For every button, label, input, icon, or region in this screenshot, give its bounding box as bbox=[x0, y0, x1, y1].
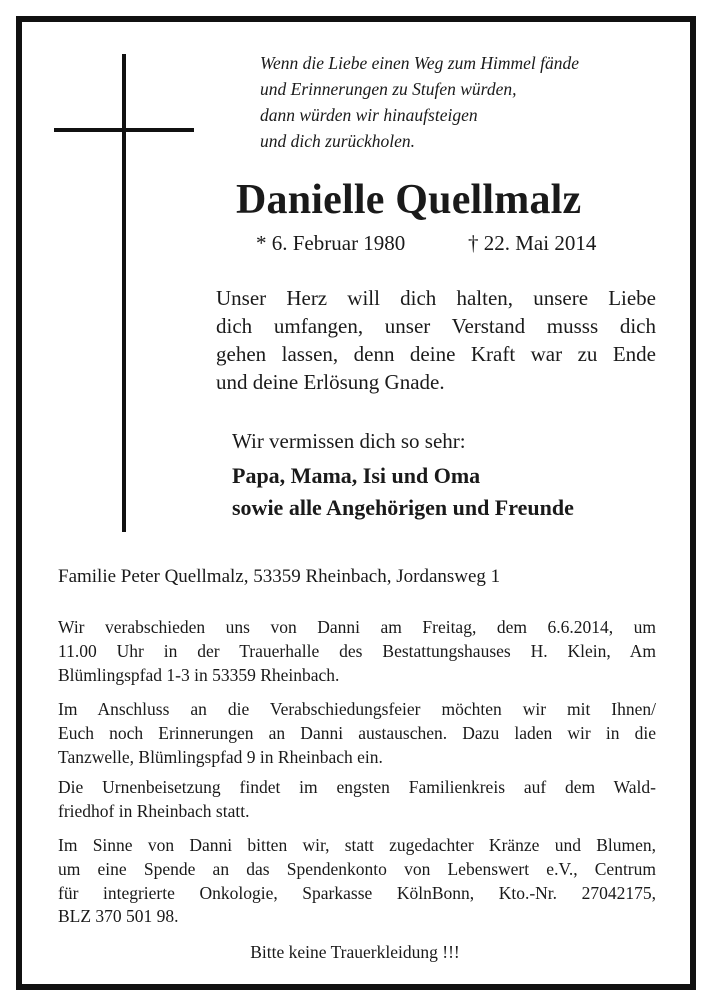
mourners-list bbox=[232, 460, 574, 524]
notice-line: um eine Spende an das Spendenkonto von Lebenswert e.V., Centrum bbox=[58, 858, 656, 879]
quote-line: Unser Herz will dich halten, unsere Liebe bbox=[216, 286, 656, 310]
quote-line: und deine Erlösung Gnade. bbox=[216, 370, 445, 394]
quote-line: dich umfangen, unser Verstand musss dich bbox=[216, 314, 656, 338]
death-date: † 22. Mai 2014 bbox=[468, 231, 597, 255]
notice-paragraph-donation bbox=[58, 834, 656, 929]
notice-line: friedhof in Rheinbach statt. bbox=[58, 800, 250, 821]
notice-line: Blümlingspfad 1-3 in 53359 Rheinbach. bbox=[58, 664, 340, 685]
memorial-quote bbox=[216, 284, 656, 396]
cross-icon-vertical-bar bbox=[122, 54, 126, 532]
poem-line: dann würden wir hinaufsteigen bbox=[260, 105, 478, 125]
notice-line: Wir verabschieden uns von Danni am Freitag, dem 6.6.2014, um bbox=[58, 617, 656, 637]
mourners-line: Papa, Mama, Isi und Oma bbox=[232, 463, 481, 488]
notice-line: für integrierte Onkologie, Sparkasse KölnBonn, Kto.-Nr. 27042175, bbox=[58, 882, 656, 903]
life-dates bbox=[256, 228, 656, 258]
notice-line: Tanzwelle, Blümlingspfad 9 in Rheinbach ein. bbox=[58, 746, 383, 767]
birth-date: * 6. Februar 1980 bbox=[256, 231, 406, 255]
closing-note: Bitte keine Trauerkleidung !!! bbox=[250, 942, 460, 962]
poem-line: und dich zurückholen. bbox=[260, 131, 416, 151]
poem-line: und Erinnerungen zu Stufen würden, bbox=[260, 79, 517, 99]
notice-paragraph-burial bbox=[58, 776, 656, 824]
notice-line: 11.00 Uhr in der Trauerhalle des Bestattungshauses H. Klein, Am bbox=[58, 640, 656, 661]
deceased-name: Danielle Quellmalz bbox=[236, 177, 582, 223]
mourners-intro: Wir vermissen dich so sehr: bbox=[232, 429, 466, 453]
notice-line: BLZ 370 501 98. bbox=[58, 906, 179, 927]
poem-line: Wenn die Liebe einen Weg zum Himmel fände bbox=[260, 53, 579, 73]
notice-line: Im Sinne von Danni bitten wir, statt zugedachter Kränze und Blumen, bbox=[58, 835, 656, 855]
notice-paragraph-farewell bbox=[58, 616, 656, 687]
cross-icon-horizontal-bar bbox=[54, 128, 194, 132]
notice-paragraph-gathering bbox=[58, 698, 656, 769]
mourners-line: sowie alle Angehörigen und Freunde bbox=[232, 495, 574, 520]
poem bbox=[260, 50, 680, 154]
notice-line: Die Urnenbeisetzung findet im engsten Familienkreis auf dem Wald- bbox=[58, 777, 656, 797]
notice-line: Im Anschluss an die Verabschiedungsfeier möchten wir mit Ihnen/ bbox=[58, 699, 656, 719]
quote-line: gehen lassen, denn deine Kraft war zu Ende bbox=[216, 342, 656, 366]
family-address: Familie Peter Quellmalz, 53359 Rheinbach, Jordansweg 1 bbox=[58, 566, 501, 587]
notice-line: Euch noch Erinnerungen an Danni austauschen. Dazu laden wir in die bbox=[58, 722, 656, 743]
